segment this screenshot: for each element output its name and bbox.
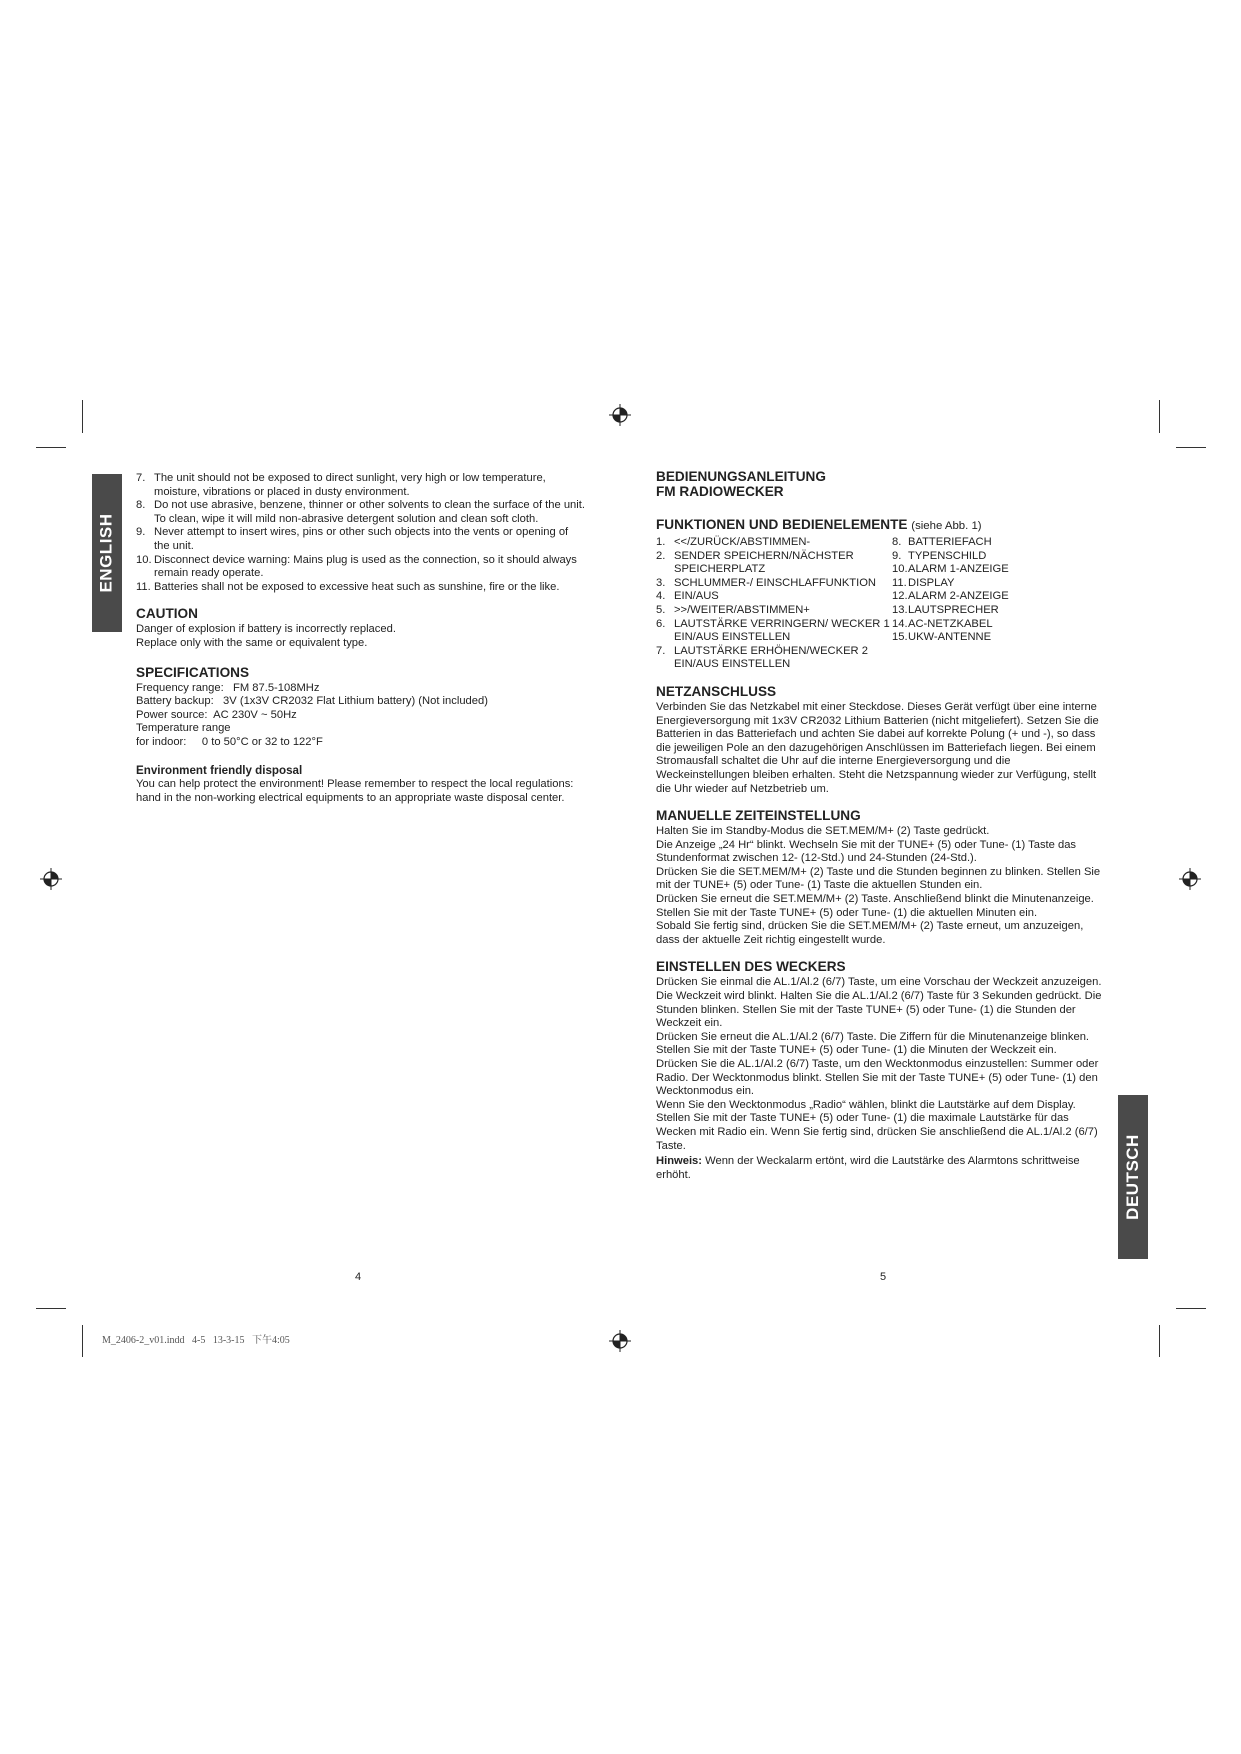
- environment-text: You can help protect the environment! Please remember to respect the local regulations: hand in the non-working electrical equipments to an appropriate waste disposal center.: [136, 778, 574, 804]
- caution-line: Replace only with the same or equivalent type.: [136, 636, 368, 649]
- functions-col-2: [892, 536, 1104, 672]
- spec-line: Temperature range: [136, 722, 231, 735]
- side-tab-deutsch: [1118, 1095, 1148, 1259]
- environment-heading: Environment friendly disposal: [136, 763, 303, 777]
- paragraph: Drücken Sie erneut die SET.MEM/M+ (2) Taste. Anschließend blinkt die Minutenanzeige. Stellen Sie mit der Taste TUNE+ (5) oder Tune- (1) die aktuellen Minuten ein.: [656, 893, 1094, 919]
- registration-mark-icon: [40, 868, 62, 890]
- list-item: 3. SCHLUMMER-/ EINSCHLAFFUNKTION: [656, 576, 877, 589]
- crop-mark: [36, 1308, 66, 1309]
- list-item: 14. AC-NETZKABEL: [892, 617, 993, 630]
- list-item: 11. DISPLAY: [892, 576, 955, 589]
- page-number-left: 4: [355, 1271, 362, 1283]
- netzanschluss-text: Verbinden Sie das Netzkabel mit einer Steckdose. Dieses Gerät verfügt über eine interne Energieversorgung mit 1x3V CR2032 Lithium Batterien (nicht mitgeliefert). Setzen Sie die Batterien in das Batteriefach und achten Sie dabei auf korrekte Polung (+ und -), so dass die jeweiligen Pole an den dazugehörigen Anschlüssen im Batteriefach liegen. Bei einem Stromausfall schaltet die Uhr auf die interne Energieversorgung und die Weckeinstellungen bleiben erhalten. Steht die Netzspannung wieder zur Verfügung, stellt die Uhr wieder auf Netzbetrieb um.: [656, 700, 1099, 795]
- page-number-right: 5: [880, 1271, 887, 1283]
- paragraph: Drücken Sie erneut die AL.1/Al.2 (6/7) Taste. Die Ziffern für die Minutenanzeige blinken. Stellen Sie mit der Taste TUNE+ (5) oder Tune- (1) die Minuten der Weckzeit ein.: [656, 1030, 1090, 1057]
- caution-heading: CAUTION: [136, 606, 198, 622]
- side-tab-label: DEUTSCH: [1123, 1134, 1143, 1220]
- hint-label: Hinweis:: [656, 1155, 703, 1168]
- paragraph: Wenn Sie den Wecktonmodus „Radio“ wählen, blinkt die Lautstärke auf dem Display. Stellen Sie mit der Taste TUNE+ (5) oder Tune- (1) die maximale Lautstärke für das Wecken mit Radio ein. Wenn Sie fertig sind, drücken Sie anschließend die AL.1/Al.2 (6/7) Taste.: [656, 1098, 1098, 1152]
- product-title: FM RADIOWECKER: [656, 484, 784, 499]
- crop-mark: [82, 1325, 83, 1357]
- list-item: 2. SENDER SPEICHERN/NÄCHSTER SPEICHERPLATZ: [656, 549, 854, 576]
- paragraph: Sobald Sie fertig sind, drücken Sie die SET.MEM/M+ (2) Taste erneut, um anzuzeigen, dass der aktuelle Zeit richtig eingestellt wurde.: [656, 920, 1084, 946]
- registration-mark-icon: [609, 404, 631, 426]
- list-item: 1. <</ZURÜCK/ABSTIMMEN-: [656, 536, 811, 548]
- safety-list: [136, 472, 586, 594]
- functions-list: [656, 536, 1104, 672]
- right-page-content: [656, 469, 1104, 1182]
- list-item: 11. Batteries shall not be exposed to excessive heat such as sunshine, fire or the like.: [136, 580, 560, 593]
- list-item: 4. EIN/AUS: [656, 590, 719, 603]
- spec-line: for indoor: 0 to 50°C or 32 to 122°F: [136, 735, 323, 748]
- manual-title: BEDIENUNGSANLEITUNG: [656, 469, 826, 484]
- paragraph: Drücken Sie die AL.1/Al.2 (6/7) Taste, um den Wecktonmodus einzustellen: Summer oder Radio. Der Wecktonmodus blinkt. Stellen Sie mit der Taste TUNE+ (5) oder Tune- (1) den Wecktonmodus ein.: [656, 1058, 1099, 1098]
- list-item: 10. ALARM 1-ANZEIGE: [892, 563, 1009, 576]
- wecker-heading: EINSTELLEN DES WECKERS: [656, 959, 846, 975]
- paragraph: Drücken Sie die SET.MEM/M+ (2) Taste und die Stunden beginnen zu blinken. Stellen Sie mit der TUNE+ (5) oder Tune- (1) Taste die aktuellen Stunden ein.: [656, 865, 1101, 892]
- print-slug: M_2406-2_v01.indd 4-5 13-3-15 下午4:05: [102, 1335, 290, 1346]
- hint-text: Wenn der Weckalarm ertönt, wird die Lautstärke des Alarmtons schrittweise erhöht.: [656, 1155, 1080, 1181]
- list-item: 5. >>/WEITER/ABSTIMMEN+: [656, 603, 810, 616]
- list-item: 8. BATTERIEFACH: [892, 536, 992, 548]
- spec-line: Battery backup: 3V (1x3V CR2032 Flat Lithium battery) (Not included): [136, 695, 488, 708]
- functions-col-1: [656, 536, 892, 672]
- side-tab-label: ENGLISH: [97, 513, 116, 593]
- list-item: 13. LAUTSPRECHER: [892, 603, 999, 616]
- paragraph: Die Anzeige „24 Hr“ blinkt. Wechseln Sie mit der TUNE+ (5) oder Tune- (1) Taste das Stundenformat zwischen 12- (12-Std.) und 24-Stunden (24-Std.).: [656, 838, 1077, 865]
- registration-mark-icon: [1179, 868, 1201, 890]
- side-tab-english: [92, 474, 122, 632]
- crop-mark: [82, 400, 83, 433]
- list-item: 9. TYPENSCHILD: [892, 549, 987, 562]
- functions-heading: [656, 517, 1104, 534]
- list-item: 10. Disconnect device warning: Mains plug is used as the connection, so it should always remain ready operate.: [136, 553, 577, 580]
- crop-mark: [1176, 1308, 1206, 1309]
- crop-mark: [1159, 400, 1160, 433]
- hint-paragraph: [656, 1155, 1104, 1182]
- list-item: 12. ALARM 2-ANZEIGE: [892, 590, 1009, 603]
- list-item: 9. Never attempt to insert wires, pins or other such objects into the vents or opening of the unit.: [136, 526, 569, 552]
- list-item: 7. LAUTSTÄRKE ERHÖHEN/WECKER 2 EIN/AUS EINSTELLEN: [656, 644, 868, 671]
- paragraph: Die Weckzeit wird blinkt. Halten Sie die AL.1/Al.2 (6/7) Taste für 3 Sekunden gedrückt. Die Stunden blinken. Stellen Sie mit der Taste TUNE+ (5) oder Tune- (1) die Stunden der Weckzeit ein.: [656, 990, 1102, 1030]
- list-item: 8. Do not use abrasive, benzene, thinner or other solvents to clean the surface of the unit. To clean, wipe it will mild non-abrasive detergent solution and clean soft cloth.: [136, 499, 585, 525]
- crop-mark: [1176, 447, 1206, 448]
- list-item: 15. UKW-ANTENNE: [892, 631, 992, 644]
- zeiteinstellung-heading: MANUELLE ZEITEINSTELLUNG: [656, 808, 861, 824]
- paragraph: Halten Sie im Standby-Modus die SET.MEM/M+ (2) Taste gedrückt.: [656, 825, 990, 838]
- list-item: 7. The unit should not be exposed to direct sunlight, very high or low temperature, moisture, vibrations or placed in dusty environment.: [136, 472, 546, 498]
- caution-line: Danger of explosion if battery is incorrectly replaced.: [136, 623, 396, 636]
- spec-line: Power source: AC 230V ~ 50Hz: [136, 708, 297, 721]
- list-item: 6. LAUTSTÄRKE VERRINGERN/ WECKER 1 EIN/AUS EINSTELLEN: [656, 617, 890, 644]
- functions-title: FUNKTIONEN UND BEDIENELEMENTE: [656, 517, 908, 532]
- functions-note: (siehe Abb. 1): [911, 520, 982, 532]
- spec-line: Frequency range: FM 87.5-108MHz: [136, 681, 320, 694]
- specifications-heading: SPECIFICATIONS: [136, 664, 250, 680]
- crop-mark: [36, 447, 66, 448]
- netzanschluss-heading: NETZANSCHLUSS: [656, 683, 777, 699]
- paragraph: Drücken Sie einmal die AL.1/Al.2 (6/7) Taste, um eine Vorschau der Weckzeit anzuzeigen.: [656, 976, 1102, 989]
- left-page-content: [136, 472, 586, 805]
- registration-mark-icon: [609, 1330, 631, 1352]
- crop-mark: [1159, 1325, 1160, 1357]
